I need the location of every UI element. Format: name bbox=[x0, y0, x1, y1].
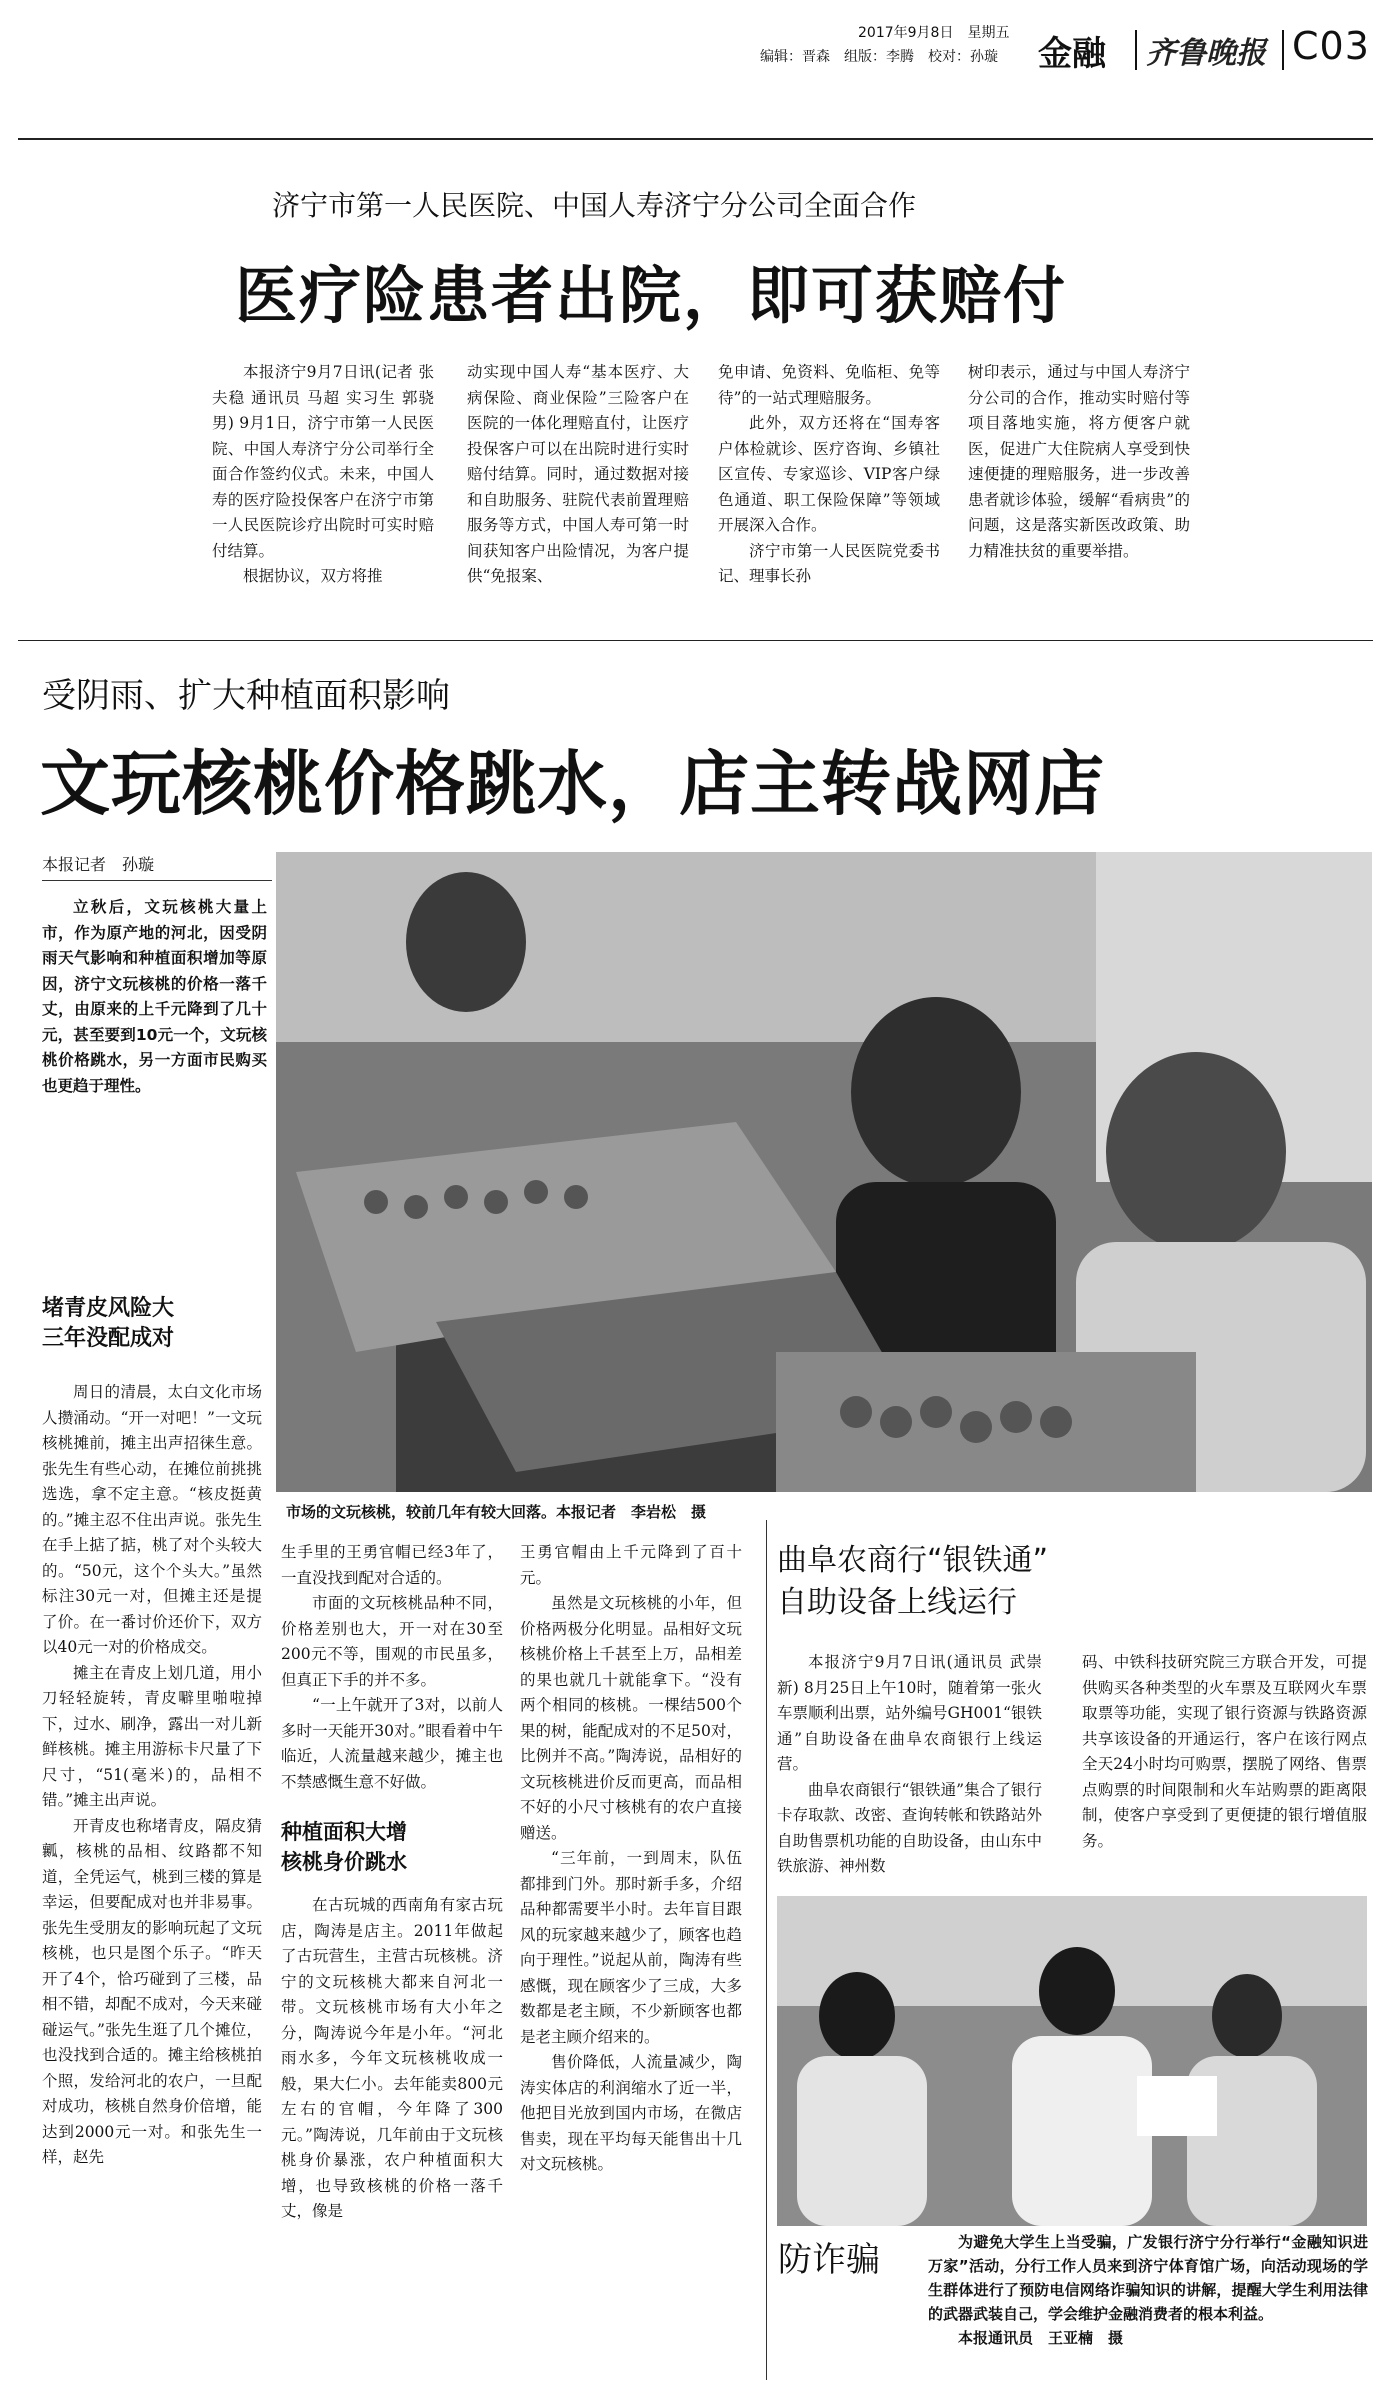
article1-col3b-text: 此外，双方还将在“国寿客户体检就诊、医疗咨询、乡镇社区宣传、专家巡诊、VIP客户绿色通道、职工保险保障”等领域开展深入合作。 bbox=[718, 414, 940, 534]
divider bbox=[1282, 30, 1284, 70]
article4-caption bbox=[928, 2230, 1368, 2350]
byline-rule bbox=[42, 880, 272, 881]
page-number: C03 bbox=[1292, 24, 1370, 68]
masthead-staff: 编辑：晋森 组版：李腾 校对：孙璇 bbox=[760, 49, 998, 65]
article4-caption-text: 为避免大学生上当受骗，广发银行济宁分行举行“金融知识进万家”活动，分行工作人员来到济宁体育馆广场，向活动现场的学生群体进行了预防电信网络诈骗知识的讲解，提醒大学生利用法律的武器武装自己，学会维护金融消费者的根本利益。 bbox=[928, 2233, 1368, 2323]
article1-col4 bbox=[968, 360, 1190, 564]
walnut-photo-caption: 市场的文玩核桃，较前几年有较大回落。本报记者 李岩松 摄 bbox=[286, 1503, 707, 1521]
anti-fraud-image bbox=[777, 1896, 1367, 2226]
article2-col-a2-text: 摊主在青皮上划几道，用小刀轻轻旋转，青皮噼里啪啦掉下，过水、刷净，露出一对儿新鲜核桃。摊主用游标卡尺量了下尺寸，“51(毫米)的，品相不错。”摊主出声说。 bbox=[42, 1663, 262, 1809]
article1-headline: 医疗险患者出院，即可获赔付 bbox=[235, 259, 1068, 332]
article4-credit: 本报通讯员 王亚楠 摄 bbox=[958, 2329, 1124, 2347]
article3-col2 bbox=[1082, 1650, 1367, 1854]
article1-col1-text: 本报济宁9月7日讯(记者 张夫稳 通讯员 马超 实习生 郭骁男) 9月1日，济宁市第一人民医院、中国人寿济宁分公司举行全面合作签约仪式。未来，中国人寿的医疗险投保客户在济宁市第一人民医院诊疗出院时可实时赔付结算。 bbox=[212, 363, 434, 560]
article2-col-a3-text: 开青皮也称堵青皮，隔皮猜瓤，核桃的品相、纹路都不知道，全凭运气，桃到三楼的算是幸运，但要配成对也并非易事。张先生受朋友的影响玩起了文玩核桃，也只是图个乐子。“昨天开了4个，恰巧碰到了三楼，品相不错，却配不成对，今天来碰碰运气。”张先生逛了几个摊位，也没找到合适的。摊主给核桃拍个照，发给河北的农户，一旦配对成功，核桃自然身价倍增，能达到2000元一对。和张先生一样，赵先 bbox=[42, 1816, 262, 2166]
article2-lead-text: 立秋后，文玩核桃大量上市，作为原产地的河北，因受阴雨天气影响和种植面积增加等原因，济宁文玩核桃的价格一落千丈，由原来的上千元降到了几十元，甚至要到10元一个，文玩核桃价格跳水，另一方面市民购买也更趋于理性。 bbox=[42, 898, 267, 1095]
article1-col3c-text: 济宁市第一人民医院党委书记、理事长孙 bbox=[718, 541, 940, 585]
article2-headline: 文玩核桃价格跳水，店主转战网店 bbox=[40, 743, 1105, 825]
masthead bbox=[0, 0, 1394, 85]
article1-col2 bbox=[467, 360, 689, 590]
article2-col-b-text: 生手里的王勇官帽已经3年了，一直没找到配对合适的。 bbox=[281, 1543, 503, 1587]
section-rule bbox=[18, 640, 1373, 641]
section-name: 金融 bbox=[1038, 34, 1106, 74]
article2-col-a-text: 周日的清晨，太白文化市场人攒涌动。“开一对吧！”一文玩核桃摊前，摊主出声招徕生意。张先生有些心动，在摊位前挑挑选选，拿不定主意。“核皮挺黄的。”摊主忍不住出声说。张先生在手上掂了掂，桃了对个头较大的。“50元，这个个头大。”虽然标注30元一对，但摊主还是提了价。在一番讨价还价下，双方以40元一对的价格成交。 bbox=[42, 1383, 262, 1656]
article1-kicker: 济宁市第一人民医院、中国人寿济宁分公司全面合作 bbox=[272, 189, 917, 222]
article2-col-a bbox=[42, 1380, 262, 2171]
subhead-1 bbox=[42, 1294, 262, 1354]
subhead-2: 种植面积大增 核桃身价跳水 bbox=[281, 1820, 407, 1874]
divider bbox=[1135, 30, 1137, 70]
article2-col-c2-text: 虽然是文玩核桃的小年，但价格两极分化明显。品相好文玩核桃价格上千甚至上万，品相差的果也就几十就能拿下。“没有两个相同的核桃。一棵结500个果的树，能配成对的不足50对，比例并不高。”陶涛说，品相好的文玩核桃进价反而更高，而品相不好的小尺寸核桃有的农户直接赠送。 bbox=[520, 1594, 742, 1842]
article2-col-b3-text: “一上午就开了3对，以前人多时一天能开30对。”眼看着中午临近，人流量越来越少，摊主也不禁感慨生意不好做。 bbox=[281, 1696, 503, 1791]
article2-col-b2-text: 市面的文玩核桃品种不同，价格差别也大，开一对在30至200元不等，围观的市民虽多，但真正下手的并不多。 bbox=[281, 1594, 503, 1689]
article1-col2-text: 动实现中国人寿“基本医疗、大病保险、商业保险”三险客户在医院的一体化理赔直付，让医疗投保客户可以在出院时进行实时赔付结算。同时，通过数据对接和自助服务、驻院代表前置理赔服务等方式，中国人寿可第一时间获知客户出险情况，为客户提供“免报案、 bbox=[467, 363, 689, 585]
top-rule bbox=[18, 138, 1373, 140]
article3-col2-text: 码、中铁科技研究院三方联合开发，可提供购买各种类型的火车票及互联网火车票取票等功能，实现了银行资源与铁路资源共享该设备的开通运行，客户在该行网点全天24小时均可购票，摆脱了网络、售票点购票的时间限制和火车站购票的距离限制，使客户享受到了更便捷的银行增值服务。 bbox=[1082, 1653, 1367, 1850]
walnut-market-photo bbox=[276, 852, 1372, 1492]
article2-kicker: 受阴雨、扩大种植面积影响 bbox=[42, 676, 450, 716]
article1-col4-text: 树印表示，通过与中国人寿济宁分公司的合作，推动实时赔付等项目落地实施，将方便客户就医，促进广大住院病人享受到快速便捷的理赔服务，进一步改善患者就诊体验，缓解“看病贵”的问题，这是落实新医改政策、助力精准扶贫的重要举措。 bbox=[968, 363, 1190, 560]
walnut-market-image bbox=[276, 852, 1372, 1492]
article3-headline: 曲阜农商行“银铁通” 自助设备上线运行 bbox=[777, 1543, 1049, 1620]
article4-label: 防诈骗 bbox=[778, 2240, 880, 2280]
article1-col1 bbox=[212, 360, 434, 590]
article3-col1-text: 本报济宁9月7日讯(通讯员 武崇新) 8月25日上午10时，随着第一张火车票顺利出票，站外编号GH001“银铁通”自助设备在曲阜农商银行上线运营。 bbox=[777, 1653, 1042, 1773]
article2-lead bbox=[42, 895, 267, 1099]
article2-col-b4-text: 在古玩城的西南角有家古玩店，陶涛是店主。2011年做起了古玩营生，主营古玩核桃。济宁的文玩核桃大都来自河北一带。文玩核桃市场有大小年之分，陶涛说今年是小年。“河北雨水多，今年文玩核桃收成一般，果大仁小。去年能卖800元左右的官帽，今年降了300元。”陶涛说，几年前由于文玩核桃身价暴涨，农户种植面积大增，也导致核桃的价格一落千丈，像是 bbox=[281, 1896, 503, 2220]
article1-col3 bbox=[718, 360, 940, 590]
subhead-1-line: 堵青皮风险大 三年没配成对 bbox=[42, 1296, 175, 1351]
article2-col-c4-text: 售价降低，人流量减少，陶涛实体店的利润缩水了近一半，他把目光放到国内市场，在微店售卖，现在平均每天能售出十几对文玩核桃。 bbox=[520, 2053, 742, 2173]
masthead-date: 2017年9月8日 星期五 bbox=[858, 25, 1010, 41]
paper-logo: 齐鲁晚报 bbox=[1146, 36, 1266, 71]
article1-col1b-text: 根据协议，双方将推 bbox=[243, 567, 383, 585]
anti-fraud-photo bbox=[777, 1896, 1367, 2226]
article3-rule-top bbox=[766, 1520, 767, 2380]
article2-col-c-text: 王勇官帽由上千元降到了百十元。 bbox=[520, 1543, 742, 1587]
article2-col-c bbox=[520, 1540, 742, 2178]
article2-byline: 本报记者 孙璇 bbox=[42, 855, 155, 874]
article2-col-b bbox=[281, 1540, 503, 2225]
article3-col1b-text: 曲阜农商银行“银铁通”集合了银行卡存取款、改密、查询转帐和铁路站外自助售票机功能的自助设备，由山东中铁旅游、神州数 bbox=[777, 1780, 1042, 1875]
article3-col1 bbox=[777, 1650, 1042, 1880]
article2-col-c3-text: “三年前，一到周末，队伍都排到门外。那时新手多，介绍品种都需要半小时。去年盲目跟风的玩家越来越少了，顾客也趋向于理性。”说起从前，陶涛有些感慨，现在顾客少了三成，大多数都是老主顾，不少新顾客也都是老主顾介绍来的。 bbox=[520, 1849, 742, 2046]
article1-col3-text: 免申请、免资料、免临柜、免等待”的一站式理赔服务。 bbox=[718, 363, 940, 407]
